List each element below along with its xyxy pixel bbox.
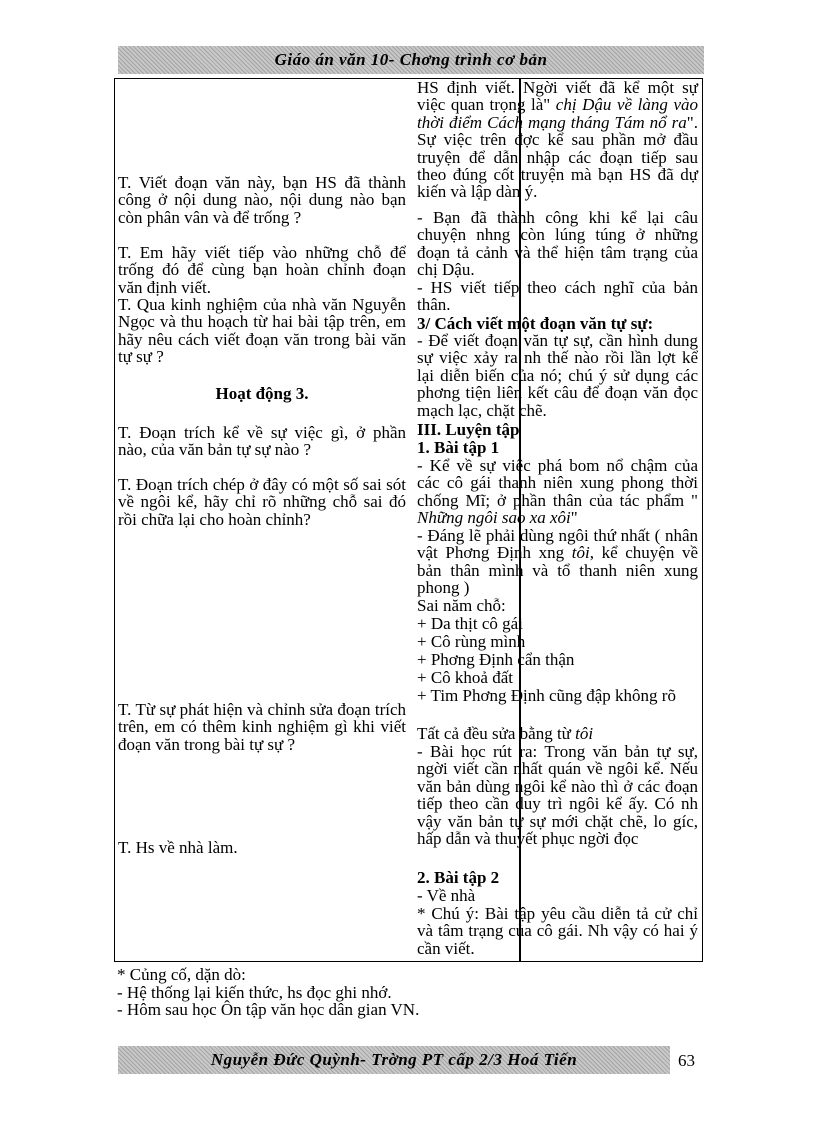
answer-paragraph-6: - Đáng lẽ phải dùng ngôi thứ nhất ( nhân vật Phơng Định xng tôi, kể chuyện về bản thân mình và tổ thanh niên xung phong ) (417, 526, 699, 598)
page-number: 63 (678, 1051, 695, 1070)
teacher-question-2: T. Em hãy viết tiếp vào những chỗ để trống đó để cùng bạn hoàn chỉnh đoạn văn định viết. (118, 243, 406, 297)
lesson-table (114, 78, 703, 962)
practice-heading: III. Luyện tập (417, 420, 520, 439)
answer-paragraph-1: HS định viết. Ngời viết đã kể một sự việc quan trọng là" chị Dậu về làng vào thời điểm Cách mạng tháng Tám nổ ra". Sự việc trên đợc kể sau phần mở đầu truyện để dẫn nhập các đoạn tiếp sau theo đúng cốt truyện mà bạn HS đã dự kiến và lập dàn ý. (417, 78, 699, 202)
error-list-item: + Cô rùng mình (417, 632, 526, 651)
answer-paragraph-2: - Bạn đã thành công khi kể lại câu chuyện nhng còn lúng túng ở những đoạn tả cảnh và thể hiện tâm trạng của chị Dậu. (417, 208, 698, 280)
fix-note: Tất cả đều sửa bằng từ tôi (417, 724, 594, 743)
closing-notes (117, 966, 707, 1019)
teacher-instruction: T. Hs về nhà làm. (118, 838, 238, 857)
section-heading-3: 3/ Cách viết một đoạn văn tự sự: (417, 314, 654, 333)
notes-item: - Hôm sau học Ôn tập văn học dân gian VN. (117, 1000, 420, 1020)
teacher-question-5: T. Đoạn trích chép ở đây có một số sai sót về ngôi kể, hãy chỉ rõ những chỗ sai đó rồi chữa lại cho hoàn chỉnh? (118, 475, 406, 529)
exercise-2-heading: 2. Bài tập 2 (417, 868, 500, 887)
activity-heading: Hoạt động 3. (215, 384, 309, 403)
error-list-item: + Da thịt cô gái (417, 614, 523, 633)
error-list-item: + Phơng Định cẩn thận (417, 650, 575, 669)
teacher-question-6: T. Từ sự phát hiện và chỉnh sửa đoạn trích trên, em có thêm kinh nghiệm gì khi viết đoạn văn trong bài tự sự ? (118, 700, 406, 754)
answer-paragraph-4: - Để viết đoạn văn tự sự, cần hình dung sự việc xảy ra nh thế nào rồi lần lợt kể lại diễn biến của nó; chú ý sử dụng các phơng tiện liên kết câu để đoạn văn đọc mạch lạc, chặt chẽ. (417, 331, 698, 420)
exercise-1-heading: 1. Bài tập 1 (417, 438, 500, 457)
teacher-question-3: T. Qua kinh nghiệm của nhà văn Nguyễn Ngọc và thu hoạch từ hai bài tập trên, em hãy nêu cách viết đoạn văn trong bài văn tự sự ? (118, 295, 406, 367)
footer-author: Nguyễn Đức Quỳnh- Trờng PT cấp 2/3 Hoá Tiến (210, 1050, 578, 1069)
teacher-question-1: T. Viết đoạn văn này, bạn HS đã thành công ở nội dung nào, nội dung nào bạn còn phân vân và để trống ? (118, 173, 406, 227)
teacher-question-4: T. Đoạn trích kể về sự việc gì, ở phần nào, của văn bản tự sự nào ? (118, 423, 406, 460)
footer-banner (118, 1046, 670, 1074)
error-list-item: + Cô khoả đất (417, 668, 513, 687)
answer-paragraph-5: - Kể về sự việc phá bom nổ chậm của các cô gái thanh niên xung phong thời chống Mĩ; ở phần thân của tác phẩm " Những ngôi sao xa xôi" (417, 456, 698, 528)
notes-item: - Hệ thống lại kiến thức, hs đọc ghi nhớ. (117, 982, 392, 1002)
notes-heading: * Củng cố, dặn dò: (117, 965, 246, 984)
answer-paragraph-3: - HS viết tiếp theo cách nghĩ của bản thân. (417, 278, 698, 315)
exercise-2-note: * Chú ý: Bài tập yêu cầu diễn tả cử chỉ và tâm trạng của cô gái. Nh vậy có hai ý cần viết. (417, 904, 698, 958)
header-title: Giáo án văn 10- Chơng trình cơ bản (274, 50, 548, 69)
error-list-intro: Sai năm chỗ: (417, 596, 506, 615)
lesson-learned: - Bài học rút ra: Trong văn bản tự sự, ngời viết cần nhất quán về ngôi kể. Nếu văn bản dùng ngôi kể nào thì ở các đoạn tiếp theo cần duy trì ngôi kể ấy. Có nh vậy văn bản tự sự mới chặt chẽ, lo gíc, hấp dẫn và thuyết phục ngời đọc (417, 742, 698, 849)
error-list-item: + Tim Phơng Định cũng đập không rõ (417, 686, 676, 705)
exercise-2-homework: - Về nhà (417, 886, 476, 905)
header-banner (118, 46, 704, 74)
